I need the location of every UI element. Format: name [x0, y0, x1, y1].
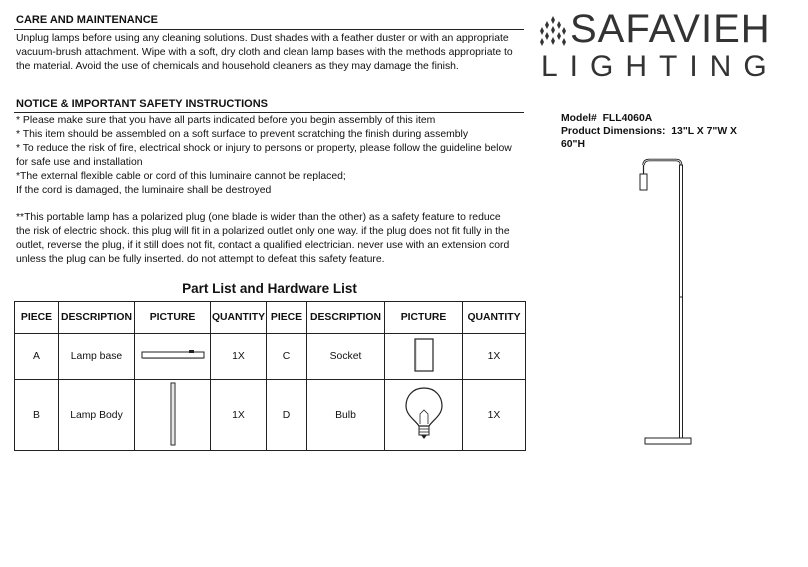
- bulb-icon: [404, 386, 444, 442]
- notice-title: NOTICE & IMPORTANT SAFETY INSTRUCTIONS: [16, 98, 268, 110]
- notice-line: * To reduce the risk of fire, electrical shock or injury to persons or property, please follow the guideline below: [16, 143, 512, 154]
- plug-line: unless the plug can be fully inserted. do not attempt to defeat this safety feature.: [16, 254, 385, 265]
- header-description: DESCRIPTION: [59, 302, 135, 334]
- dimensions-line: [561, 125, 737, 138]
- parts-title: Part List and Hardware List: [182, 281, 357, 296]
- table-row: [15, 380, 526, 451]
- piece-cell: D: [267, 380, 307, 451]
- header-piece: PIECE: [15, 302, 59, 334]
- header-picture: PICTURE: [135, 302, 211, 334]
- table-row: [15, 334, 526, 380]
- model-line: [561, 112, 737, 125]
- header-picture: PICTURE: [385, 302, 463, 334]
- chandelier-logo-icon: [539, 14, 567, 48]
- dimensions-value-cont: 60"H: [561, 139, 585, 150]
- header-piece: PIECE: [267, 302, 307, 334]
- lamp-body-icon: [168, 382, 178, 446]
- care-line: vacuum-brush attachment. Wipe with a soft, dry cloth and clean lamp bases with the methods appropriate to: [16, 47, 513, 58]
- care-line: Unplug lamps before using any cleaning solutions. Dust shades with a feather duster or with an appropriate: [16, 33, 509, 44]
- care-text: [16, 32, 513, 74]
- piece-cell: B: [15, 380, 59, 451]
- plug-text: [16, 211, 510, 267]
- notice-line: * Please make sure that you have all parts indicated before you begin assembly of this item: [16, 115, 436, 126]
- care-divider: [14, 29, 524, 30]
- description-cell: Lamp Body: [59, 380, 135, 451]
- care-title: CARE AND MAINTENANCE: [16, 14, 158, 26]
- picture-cell: [135, 334, 211, 380]
- quantity-cell: 1X: [463, 380, 526, 451]
- header-description: DESCRIPTION: [307, 302, 385, 334]
- description-cell: Lamp base: [59, 334, 135, 380]
- notice-line: * This item should be assembled on a soft surface to prevent scratching the finish during assembly: [16, 129, 469, 140]
- quantity-cell: 1X: [211, 380, 267, 451]
- header-quantity: QUANTITY: [463, 302, 526, 334]
- quantity-cell: 1X: [211, 334, 267, 380]
- notice-divider: [14, 112, 524, 113]
- description-cell: Bulb: [307, 380, 385, 451]
- dimensions-label: Product Dimensions:: [561, 126, 666, 137]
- brand-name: SAFAVIEH: [570, 7, 771, 51]
- model-value: FLL4060A: [602, 113, 653, 124]
- description-cell: Socket: [307, 334, 385, 380]
- model-label: Model#: [561, 113, 597, 124]
- floor-lamp-drawing: [630, 150, 700, 450]
- plug-line: outlet, reverse the plug, if it still does not fit, contact a qualified electrician. never use with an extension cord: [16, 240, 510, 251]
- notice-line: for safe use and installation: [16, 157, 143, 168]
- header-quantity: QUANTITY: [211, 302, 267, 334]
- notice-line: If the cord is damaged, the luminaire shall be destroyed: [16, 185, 272, 196]
- picture-cell: [385, 380, 463, 451]
- piece-cell: A: [15, 334, 59, 380]
- notice-line: *The external flexible cable or cord of this luminaire cannot be replaced;: [16, 171, 346, 182]
- piece-cell: C: [267, 334, 307, 380]
- plug-line: **This portable lamp has a polarized plug (one blade is wider than the other) as a safety feature to reduce: [16, 212, 501, 223]
- parts-table: [14, 301, 526, 451]
- lamp-base-icon: [141, 349, 205, 361]
- picture-cell: [385, 334, 463, 380]
- dimensions-value: 13"L X 7"W X: [671, 126, 737, 137]
- notice-text: [16, 114, 512, 198]
- table-header-row: [15, 302, 526, 334]
- care-line: the material. Avoid the use of chemicals and household cleaners as they may damage the finish.: [16, 61, 459, 72]
- plug-line: the risk of electric shock. this plug will fit in a polarized outlet only one way. if the plug does not fit fully in the: [16, 226, 510, 237]
- brand-subtitle: LIGHTING: [541, 50, 779, 83]
- picture-cell: [135, 380, 211, 451]
- quantity-cell: 1X: [463, 334, 526, 380]
- socket-icon: [413, 338, 435, 372]
- product-specs: [561, 112, 737, 151]
